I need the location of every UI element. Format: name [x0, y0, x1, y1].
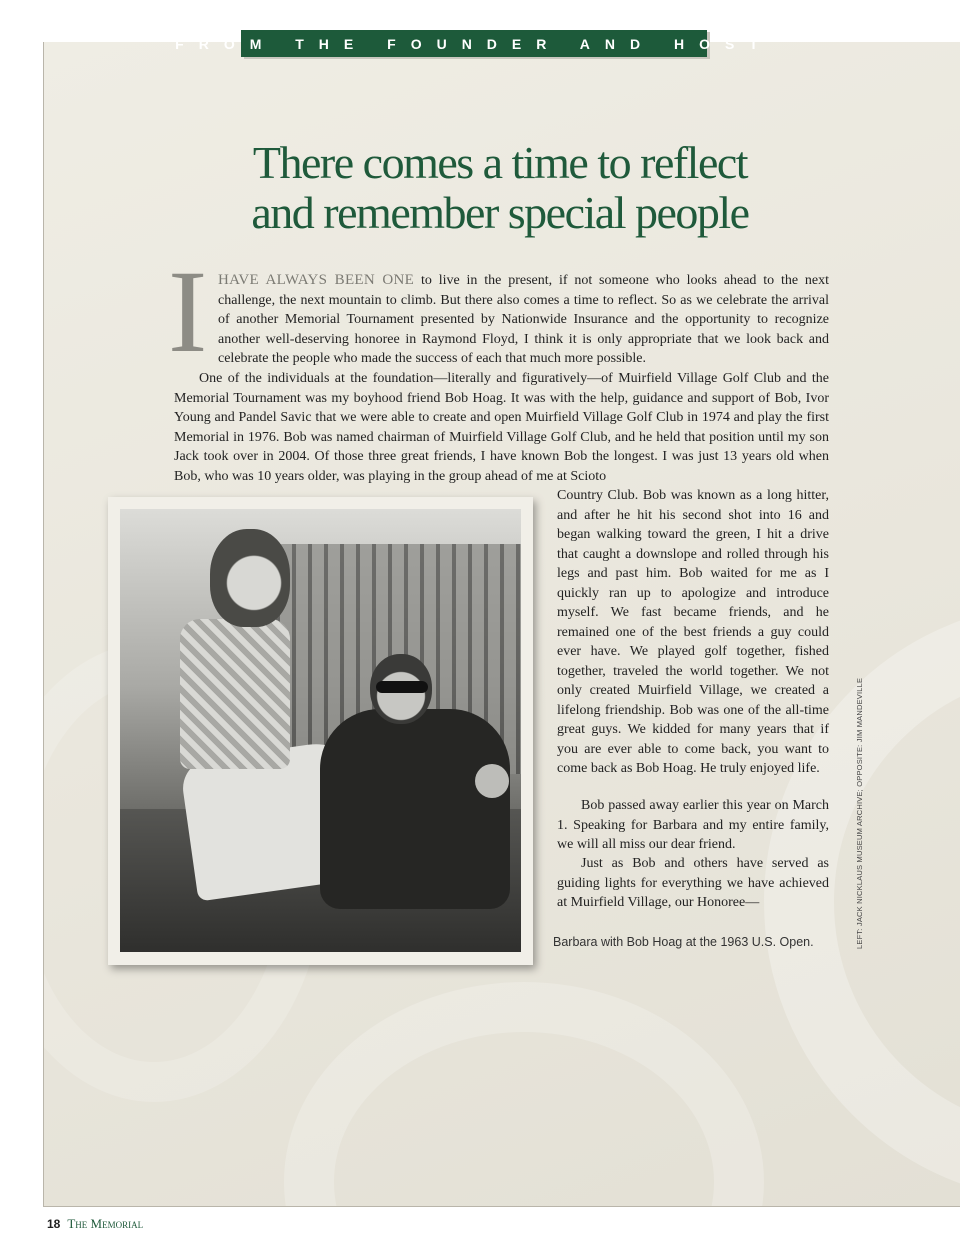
headline-line-1: There comes a time to reflect: [252, 137, 748, 188]
photo-credit: LEFT: JACK NICKLAUS MUSEUM ARCHIVE; OPPOSITE: JIM MANDEVILLE: [855, 677, 864, 949]
body-paragraph-4: Just as Bob and others have served as guiding lights for everything we have achieved at Muirfield Village, our Honoree—: [557, 856, 829, 910]
photo-bob-hoag-barbara: [120, 509, 521, 952]
section-header: FROM THE FOUNDER AND HOST: [241, 30, 707, 57]
photo-woman-head: [210, 529, 290, 627]
intro-paragraph: [218, 271, 829, 369]
body-paragraph-column: Country Club. Bob was known as a long hitter, and after he hit his second shot into 16 and began walking toward the green, I hit a drive that caught a downslope and rolled through his legs and past him. Bob waited for me as I quickly ran up to apologize and introduce myself. We fast became friends, and he remained one of the best friends a guy could ever have. We played golf together, fished together, traveled the world together. We not only created Muirfield Village, we created a lifelong friendship. Bob was one of the all-time great guys. We kidded for many years that if you are ever able to come back, you want to come back as Bob Hoag. He truly enjoyed life.: [557, 488, 829, 776]
intro-text: to live in the present, if not someone who looks ahead to the next challenge, the next mountain to climb. But there also comes a time to reflect. So as we celebrate the arrival of another Memorial Tournament presented by Nationwide Insurance and the opportunity to recognize another well-deserving honoree in Raymond Floyd, I think it is only appropriate that we look back and celebrate the people who made the success of each that much more possible.: [218, 273, 829, 366]
photo-sunglasses: [376, 681, 428, 693]
lead-in-smallcaps: HAVE ALWAYS BEEN ONE: [218, 272, 415, 288]
drop-cap: I: [168, 246, 208, 377]
photo-man-hand: [475, 764, 509, 798]
photo-caption: Barbara with Bob Hoag at the 1963 U.S. Open.: [553, 935, 814, 949]
publication-name: The Memorial: [67, 1216, 144, 1231]
photo-woman-blouse: [180, 619, 290, 769]
page-footer: [47, 1216, 143, 1232]
article-headline: [150, 138, 850, 238]
page-number: 18: [47, 1217, 61, 1231]
photo-man-sweater: [320, 709, 510, 909]
watermark-shape: [284, 982, 764, 1207]
headline-line-2: and remember special people: [251, 187, 749, 238]
photo-frame: [108, 497, 533, 965]
body-paragraph-3: Bob passed away earlier this year on March 1. Speaking for Barbara and my entire family, we will all miss our dear friend.: [557, 798, 829, 852]
body-paragraph-wide: One of the individuals at the foundation—literally and figuratively—of Muirfield Village Golf Club and the Memorial Tournament was my boyhood friend Bob Hoag. It was with the help, guidance and support of Bob, Ivor Young and Pandel Savic that we were able to create and open Muirfield Village Golf Club in 1974 and play the first Memorial in 1976. Bob was named chairman of Muirfield Village Golf Club, and he held that position until my son Jack took over in 2004. Of those three great friends, I have known Bob the longest. I was just 13 years old when Bob, who was 10 years older, was playing in the group ahead of me at Scioto: [174, 371, 829, 484]
